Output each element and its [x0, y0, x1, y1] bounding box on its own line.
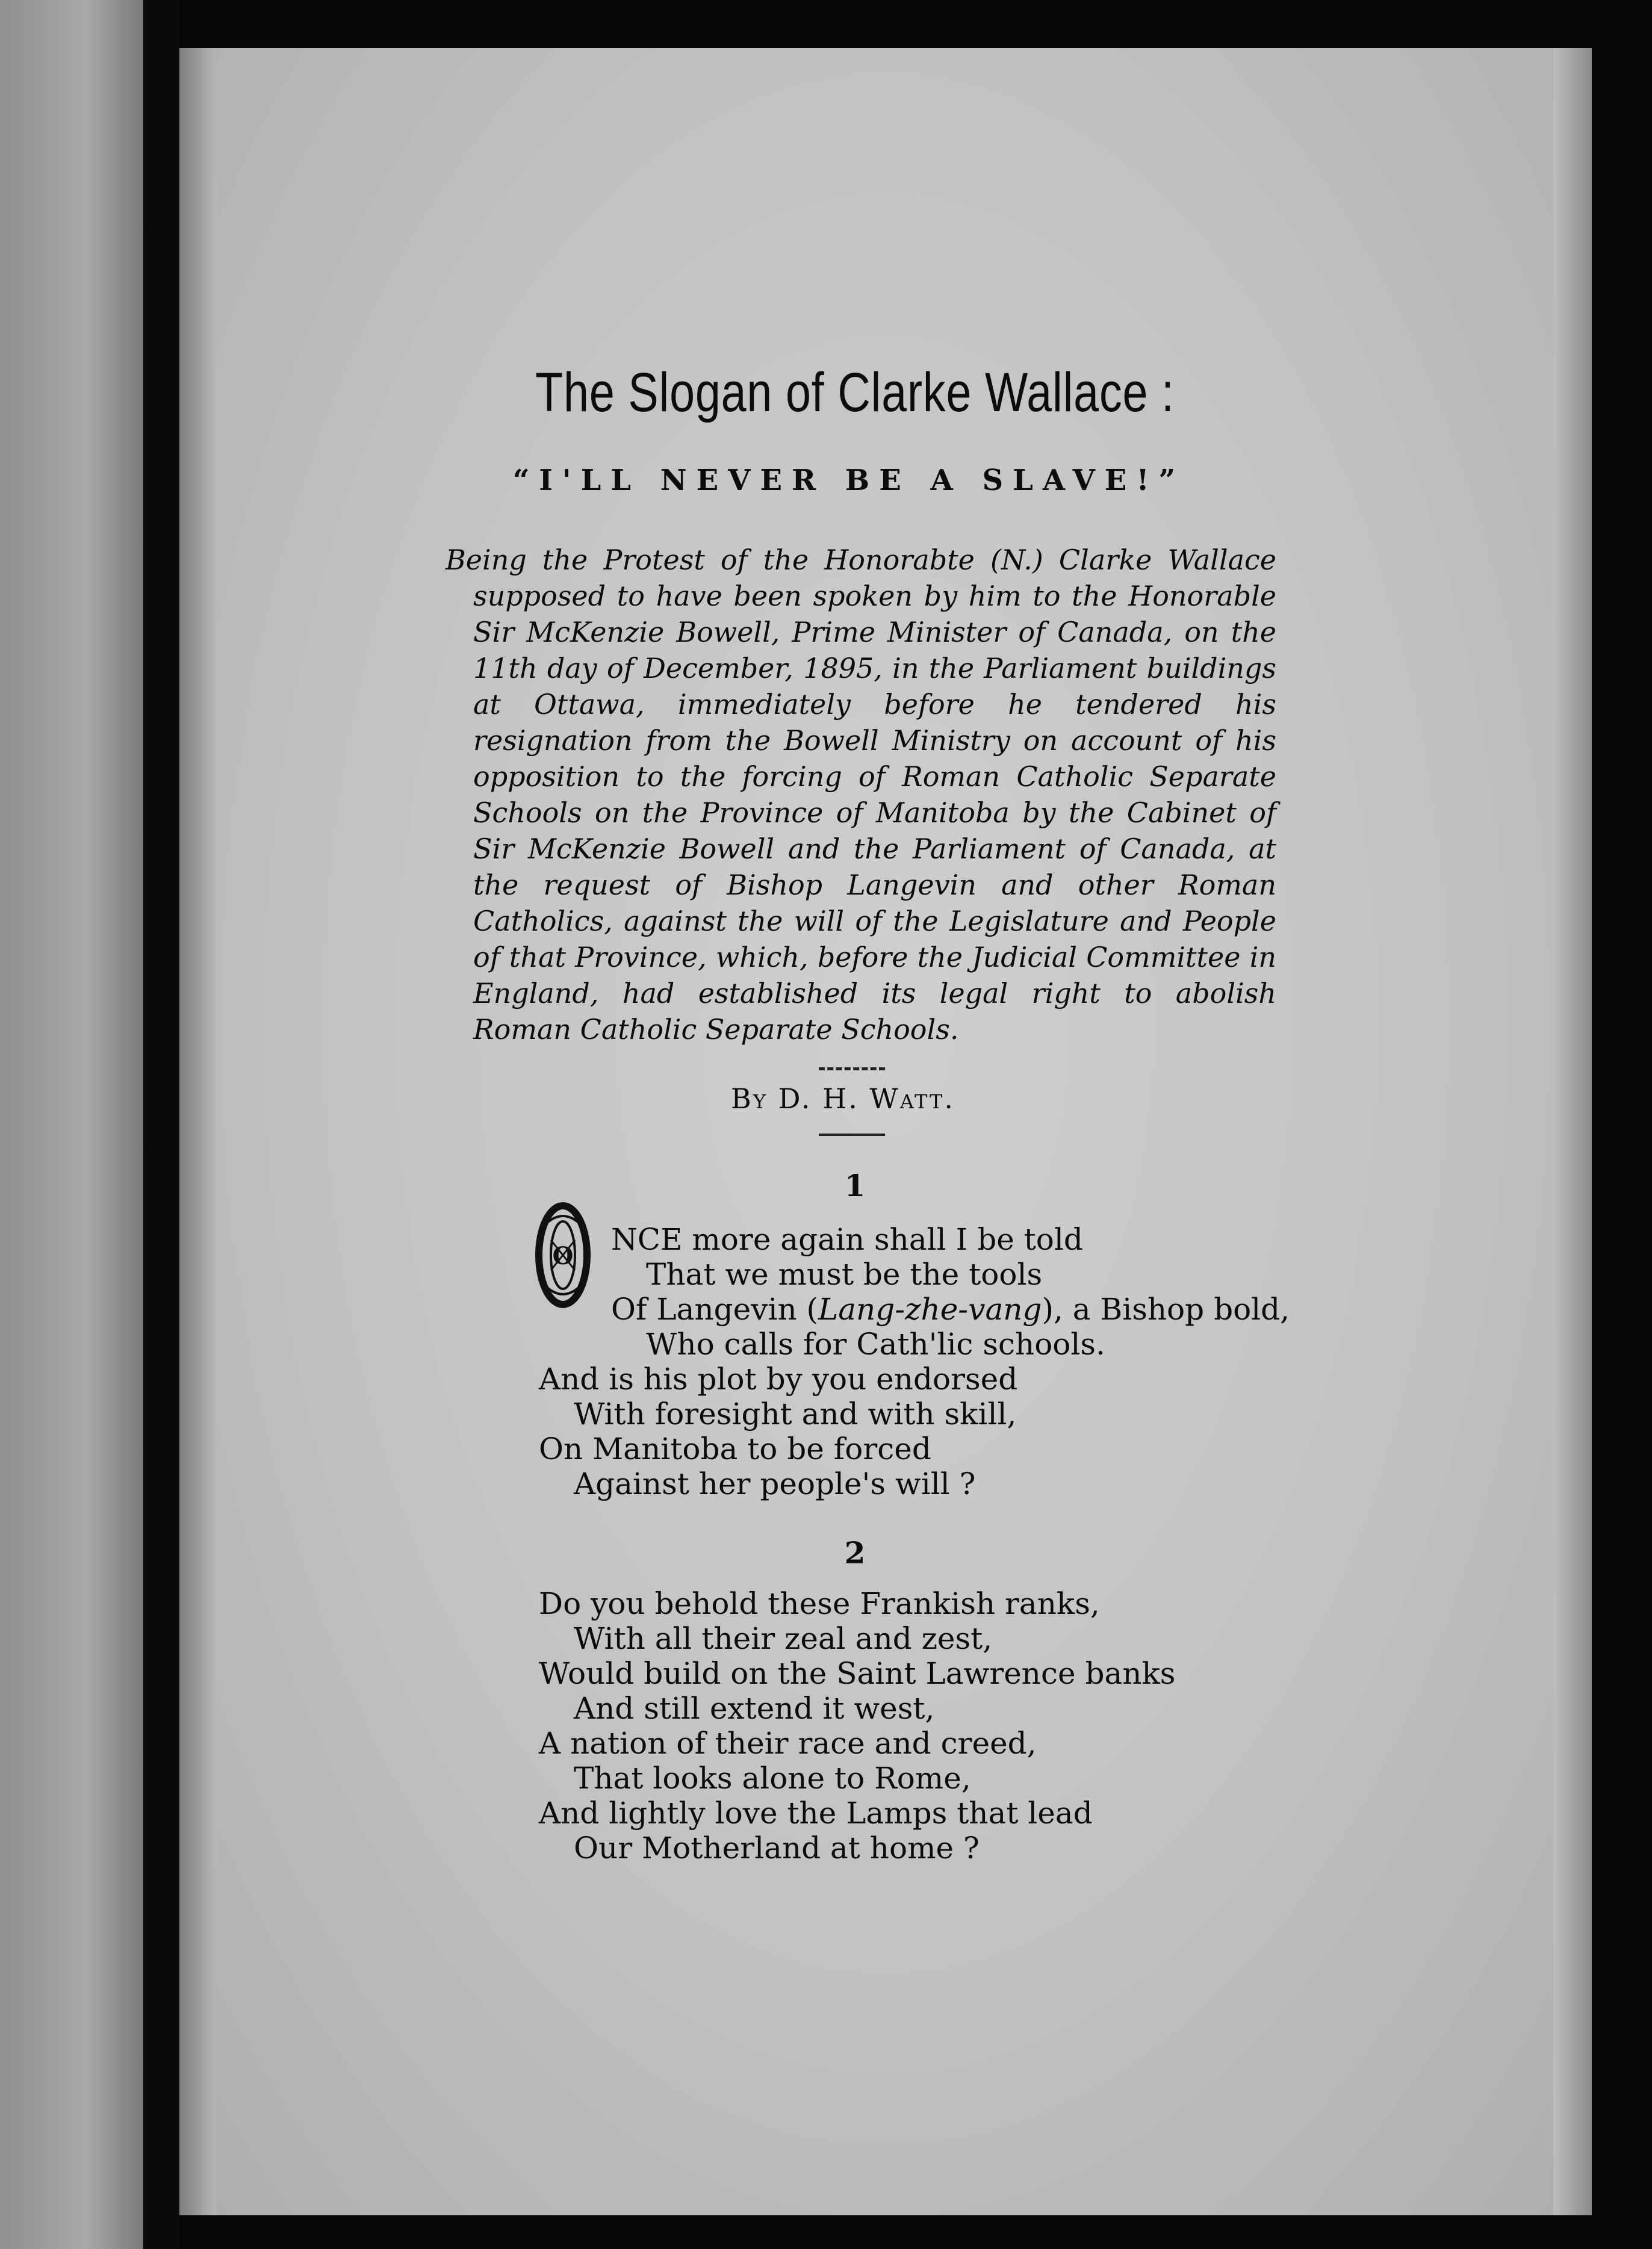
preface-paragraph — [446, 542, 1276, 1047]
byline — [674, 1082, 1011, 1115]
verse-line: Would build on the Saint Lawrence banks — [539, 1656, 1176, 1691]
stanza-1 — [539, 1222, 1290, 1501]
verse-line: That we must be the tools — [646, 1257, 1043, 1292]
verse-line-part: ), a Bishop bold, — [1042, 1292, 1290, 1327]
verse-line: On Manitoba to be forced — [539, 1432, 931, 1466]
byline-author: D. H. Watt. — [778, 1082, 955, 1115]
stanza-number: 1 — [844, 1168, 866, 1203]
verse-line — [539, 1292, 1290, 1327]
verse-line: And still extend it west, — [574, 1691, 935, 1726]
stanza-number: 2 — [844, 1535, 866, 1571]
verse-line: That looks alone to Rome, — [574, 1761, 971, 1796]
stanza-2 — [539, 1586, 1175, 1866]
preface-text: Being the Protest of the Honorabte (N.) Clarke Wallace supposed to have been spoken by him to the Honorable Sir McKenzie Bowell, Prime Minister of Canada, on the 11th day of December, 1895, in the Parliament buildings at Ottawa, immediately before he tendered his resignation from the Bowell Ministry on account of his opposition to the forcing of Roman Catholic Separate Schools on the Province of Manitoba by the Cabinet of Sir McKenzie Bowell and the Parliament of Canada, at the request of Bishop Langevin and other Roman Catholics, against the will of the Legislature and People of that Province, which, before the Judicial Committee in England, had established its legal right to abolish Roman Catholic Separate Schools. — [446, 544, 1276, 1046]
pronunciation-italic: Lang-zhe-vang — [818, 1292, 1042, 1327]
verse-line: Against her people's will ? — [574, 1466, 976, 1501]
slogan-subtitle: “I'LL NEVER BE A SLAVE!” — [512, 464, 1185, 497]
verse-line-part: Of Langevin ( — [611, 1292, 819, 1327]
verse-line: Our Motherland at home ? — [574, 1831, 980, 1866]
dropcap-letter: O — [552, 1242, 574, 1270]
verse-line: With foresight and with skill, — [574, 1397, 1017, 1432]
verse-line: A nation of their race and creed, — [539, 1726, 1037, 1761]
verse-line: And lightly love the Lamps that lead — [539, 1796, 1093, 1831]
verse-line: NCE more again shall I be told — [611, 1222, 1083, 1257]
verse-line: Who calls for Cath'lic schools. — [646, 1327, 1105, 1362]
dashed-divider — [819, 1067, 885, 1070]
page-title: The Slogan of Clarke Wallace : — [535, 362, 1175, 423]
verse-line: And is his plot by you endorsed — [539, 1362, 1018, 1397]
byline-prefix: By — [731, 1082, 768, 1115]
verse-line: Do you behold these Frankish ranks, — [539, 1586, 1100, 1621]
verse-line: With all their zeal and zest, — [574, 1621, 993, 1656]
byline-rule — [819, 1134, 885, 1136]
